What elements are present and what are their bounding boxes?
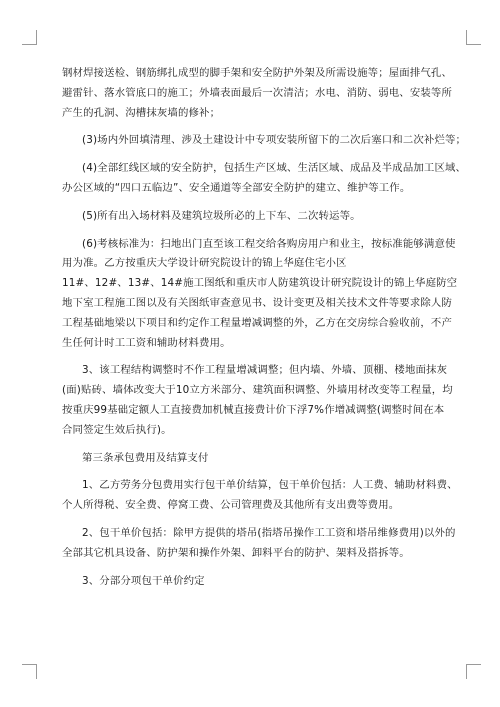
text-line: 个人所得税、安全费、停窝工费、公司管理费及其他所有支出费等费用。 [62,499,400,512]
text-line: 用为准。乙方按重庆大学设计研究院设计的锦上华庭住宅小区 [62,257,347,270]
text-line: (3)场内外回填清理、涉及土建设计中专项安装所留下的二次后塞口和二次补烂等； [82,134,467,147]
document-body [62,64,467,591]
text-line: 11#、12#、13#、14#施工图纸和重庆市人防建筑设计研究院设计的锦上华庭防空 [62,277,458,290]
text-line: 产生的孔洞、沟槽抹灰墙的修补； [62,106,221,119]
text-line: (6)考核标准为：扫地出门直至该工程交给各购房用户和业主，按标准能够满意使 [82,237,456,250]
text-line: 1、乙方劳务分包费用实行包干单价结算，包干单价包括：人工费、辅助材料费、 [82,479,458,492]
text-line: 按重庆99基础定额人工直接费加机械直接费计价下浮7%作增减调整(调整时间在本 [62,403,445,416]
text-line: (面)贴砖、墙体改变大于10立方米部分、建筑面积调整、外墙用材改变等工程量，均 [62,384,453,397]
text-line: 生任何计时工工资和辅助材料费用。 [62,336,231,349]
text-line: 避雷针、落水管底口的施工；外墙表面最后一次清洁；水电、消防、弱电、安装等所 [62,86,452,99]
section-heading: 第三条承包费用及结算支付 [82,451,209,464]
crop-mark-top-left [22,30,37,45]
text-line: 办公区域的“四口五临边”、安全通道等全部安全防护的建立、维护等工作。 [62,181,411,194]
text-line: 2、包干单价包括：除甲方提供的塔吊(指塔吊操作工工资和塔吊维修费用)以外的 [82,526,456,539]
crop-mark-top-right [466,30,481,45]
text-line: 钢材焊接送检、钢筋绑扎成型的脚手架和安全防护外架及所需设施等；屋面排气孔、 [62,67,452,79]
crop-mark-bottom-right [466,664,481,679]
text-line: (5)所有出入场材料及建筑垃圾所必的上下车、二次转运等。 [82,209,361,222]
text-line: (4)全部红线区域的安全防护，包括生产区域、生活区域、成品及半成品加工区域、 [82,162,467,175]
text-line: 3、分部分项包干单价约定 [82,574,205,587]
text-line: 地下室工程施工图以及有关图纸审查意见书、设计变更及相关技术文件等要求除人防 [62,296,452,309]
text-line: 工程基础地梁以下项目和约定作工程量增减调整的外，乙方在交房综合验收前，不产 [62,316,452,329]
text-line: 合同签定生效后执行)。 [62,423,172,436]
text-line: 全部其它机具设备、防护架和操作外架、卸料平台的防护、架料及搭拆等。 [62,546,410,559]
text-line: 3、该工程结构调整时不作工程量增减调整；但内墙、外墙、顶棚、楼地面抹灰 [82,364,448,377]
crop-mark-bottom-left [22,664,37,679]
